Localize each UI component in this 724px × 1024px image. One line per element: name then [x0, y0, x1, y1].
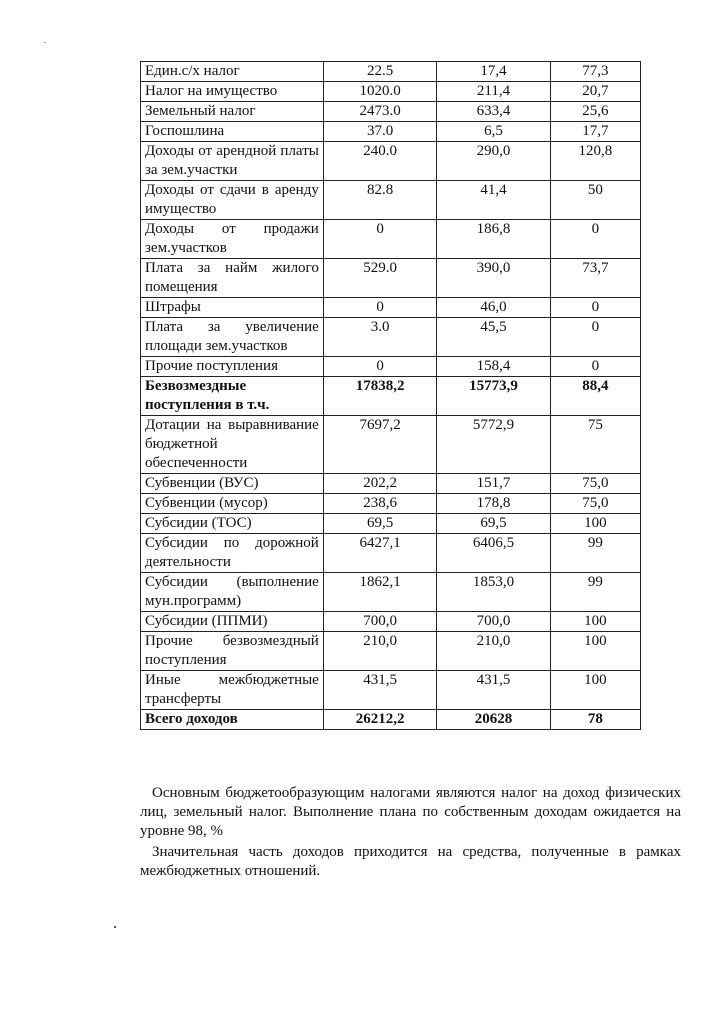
paragraph-main-taxes: Основным бюджетообразующим налогами являются налог на доход физических лиц, земельный налог. Выполнение плана по собственным доходам ожидается на уровне 98, % — [140, 785, 681, 839]
table-row — [141, 122, 641, 142]
row-name: Доходы от сдачи в аренду имущество — [141, 181, 324, 220]
fact-value: 151,7 — [437, 474, 550, 494]
table-row — [141, 671, 641, 710]
plan-value: 1862,1 — [323, 573, 436, 612]
percent-value: 88,4 — [550, 377, 640, 416]
plan-value: 7697,2 — [323, 416, 436, 474]
percent-value: 0 — [550, 318, 640, 357]
fact-value: 69,5 — [437, 514, 550, 534]
table-row — [141, 573, 641, 612]
row-name: Субвенции (ВУС) — [141, 474, 324, 494]
table-row — [141, 474, 641, 494]
percent-value: 100 — [550, 612, 640, 632]
percent-value: 77,3 — [550, 62, 640, 82]
percent-value: 0 — [550, 298, 640, 318]
fact-value: 45,5 — [437, 318, 550, 357]
percent-value: 78 — [550, 710, 640, 730]
table-row — [141, 612, 641, 632]
percent-value: 0 — [550, 220, 640, 259]
plan-value: 1020.0 — [323, 82, 436, 102]
table-row — [141, 102, 641, 122]
fact-value: 6406,5 — [437, 534, 550, 573]
percent-value: 75 — [550, 416, 640, 474]
row-name: Субсидии (ППМИ) — [141, 612, 324, 632]
plan-value: 700,0 — [323, 612, 436, 632]
row-name: Госпошлина — [141, 122, 324, 142]
fact-value: 178,8 — [437, 494, 550, 514]
table-row — [141, 259, 641, 298]
fact-value: 158,4 — [437, 357, 550, 377]
fact-value: 46,0 — [437, 298, 550, 318]
percent-value: 100 — [550, 514, 640, 534]
row-name: Дотации на выравнивание бюджетной обеспеченности — [141, 416, 324, 474]
fact-value: 431,5 — [437, 671, 550, 710]
row-name: Доходы от арендной платы за зем.участки — [141, 142, 324, 181]
plan-value: 431,5 — [323, 671, 436, 710]
row-name: Безвозмездные поступления в т.ч. — [141, 377, 324, 416]
paragraph-interbudget: Значительная часть доходов приходится на средства, полученные в рамках межбюджетных отношений. — [140, 844, 681, 879]
percent-value: 73,7 — [550, 259, 640, 298]
row-name: Субсидии (выполнение мун.программ) — [141, 573, 324, 612]
plan-value: 3.0 — [323, 318, 436, 357]
row-name: Земельный налог — [141, 102, 324, 122]
table-row — [141, 181, 641, 220]
percent-value: 17,7 — [550, 122, 640, 142]
row-name: Плата за найм жилого помещения — [141, 259, 324, 298]
percent-value: 100 — [550, 671, 640, 710]
plan-value: 26212,2 — [323, 710, 436, 730]
plan-value: 37.0 — [323, 122, 436, 142]
plan-value: 238,6 — [323, 494, 436, 514]
fact-value: 1853,0 — [437, 573, 550, 612]
table-row — [141, 142, 641, 181]
table-row — [141, 534, 641, 573]
plan-value: 202,2 — [323, 474, 436, 494]
table-row — [141, 62, 641, 82]
percent-value: 75,0 — [550, 494, 640, 514]
percent-value: 99 — [550, 534, 640, 573]
row-name: Доходы от продажи зем.участков — [141, 220, 324, 259]
row-name: Субсидии (ТОС) — [141, 514, 324, 534]
plan-value: 0 — [323, 357, 436, 377]
fact-value: 186,8 — [437, 220, 550, 259]
fact-value: 390,0 — [437, 259, 550, 298]
table-row — [141, 632, 641, 671]
fact-value: 6,5 — [437, 122, 550, 142]
plan-value: 0 — [323, 220, 436, 259]
percent-value: 0 — [550, 357, 640, 377]
fact-value: 5772,9 — [437, 416, 550, 474]
scan-mark — [44, 42, 46, 43]
row-name: Штрафы — [141, 298, 324, 318]
row-name: Налог на имущество — [141, 82, 324, 102]
plan-value: 240.0 — [323, 142, 436, 181]
row-name: Иные межбюджетные трансферты — [141, 671, 324, 710]
plan-value: 529.0 — [323, 259, 436, 298]
percent-value: 75,0 — [550, 474, 640, 494]
plan-value: 6427,1 — [323, 534, 436, 573]
table-row — [141, 494, 641, 514]
row-name: Плата за увеличение площади зем.участков — [141, 318, 324, 357]
percent-value: 50 — [550, 181, 640, 220]
fact-value: 211,4 — [437, 82, 550, 102]
percent-value: 99 — [550, 573, 640, 612]
row-name: Прочие безвозмездный поступления — [141, 632, 324, 671]
scan-dot — [114, 926, 116, 928]
percent-value: 20,7 — [550, 82, 640, 102]
row-name: Един.с/х налог — [141, 62, 324, 82]
table-row — [141, 220, 641, 259]
plan-value: 69,5 — [323, 514, 436, 534]
percent-value: 120,8 — [550, 142, 640, 181]
table-row — [141, 82, 641, 102]
table-row-total — [141, 710, 641, 730]
plan-value: 2473.0 — [323, 102, 436, 122]
table-row — [141, 298, 641, 318]
fact-value: 290,0 — [437, 142, 550, 181]
row-name: Субсидии по дорожной деятельности — [141, 534, 324, 573]
plan-value: 22.5 — [323, 62, 436, 82]
table-row-subtotal — [141, 377, 641, 416]
plan-value: 17838,2 — [323, 377, 436, 416]
plan-value: 0 — [323, 298, 436, 318]
fact-value: 700,0 — [437, 612, 550, 632]
fact-value: 633,4 — [437, 102, 550, 122]
table-row — [141, 416, 641, 474]
percent-value: 100 — [550, 632, 640, 671]
fact-value: 41,4 — [437, 181, 550, 220]
fact-value: 15773,9 — [437, 377, 550, 416]
percent-value: 25,6 — [550, 102, 640, 122]
table-row — [141, 357, 641, 377]
fact-value: 20628 — [437, 710, 550, 730]
table-row — [141, 514, 641, 534]
row-name: Прочие поступления — [141, 357, 324, 377]
fact-value: 210,0 — [437, 632, 550, 671]
plan-value: 210,0 — [323, 632, 436, 671]
row-name: Субвенции (мусор) — [141, 494, 324, 514]
fact-value: 17,4 — [437, 62, 550, 82]
table-row — [141, 318, 641, 357]
row-name: Всего доходов — [141, 710, 324, 730]
plan-value: 82.8 — [323, 181, 436, 220]
revenue-table — [140, 61, 641, 730]
